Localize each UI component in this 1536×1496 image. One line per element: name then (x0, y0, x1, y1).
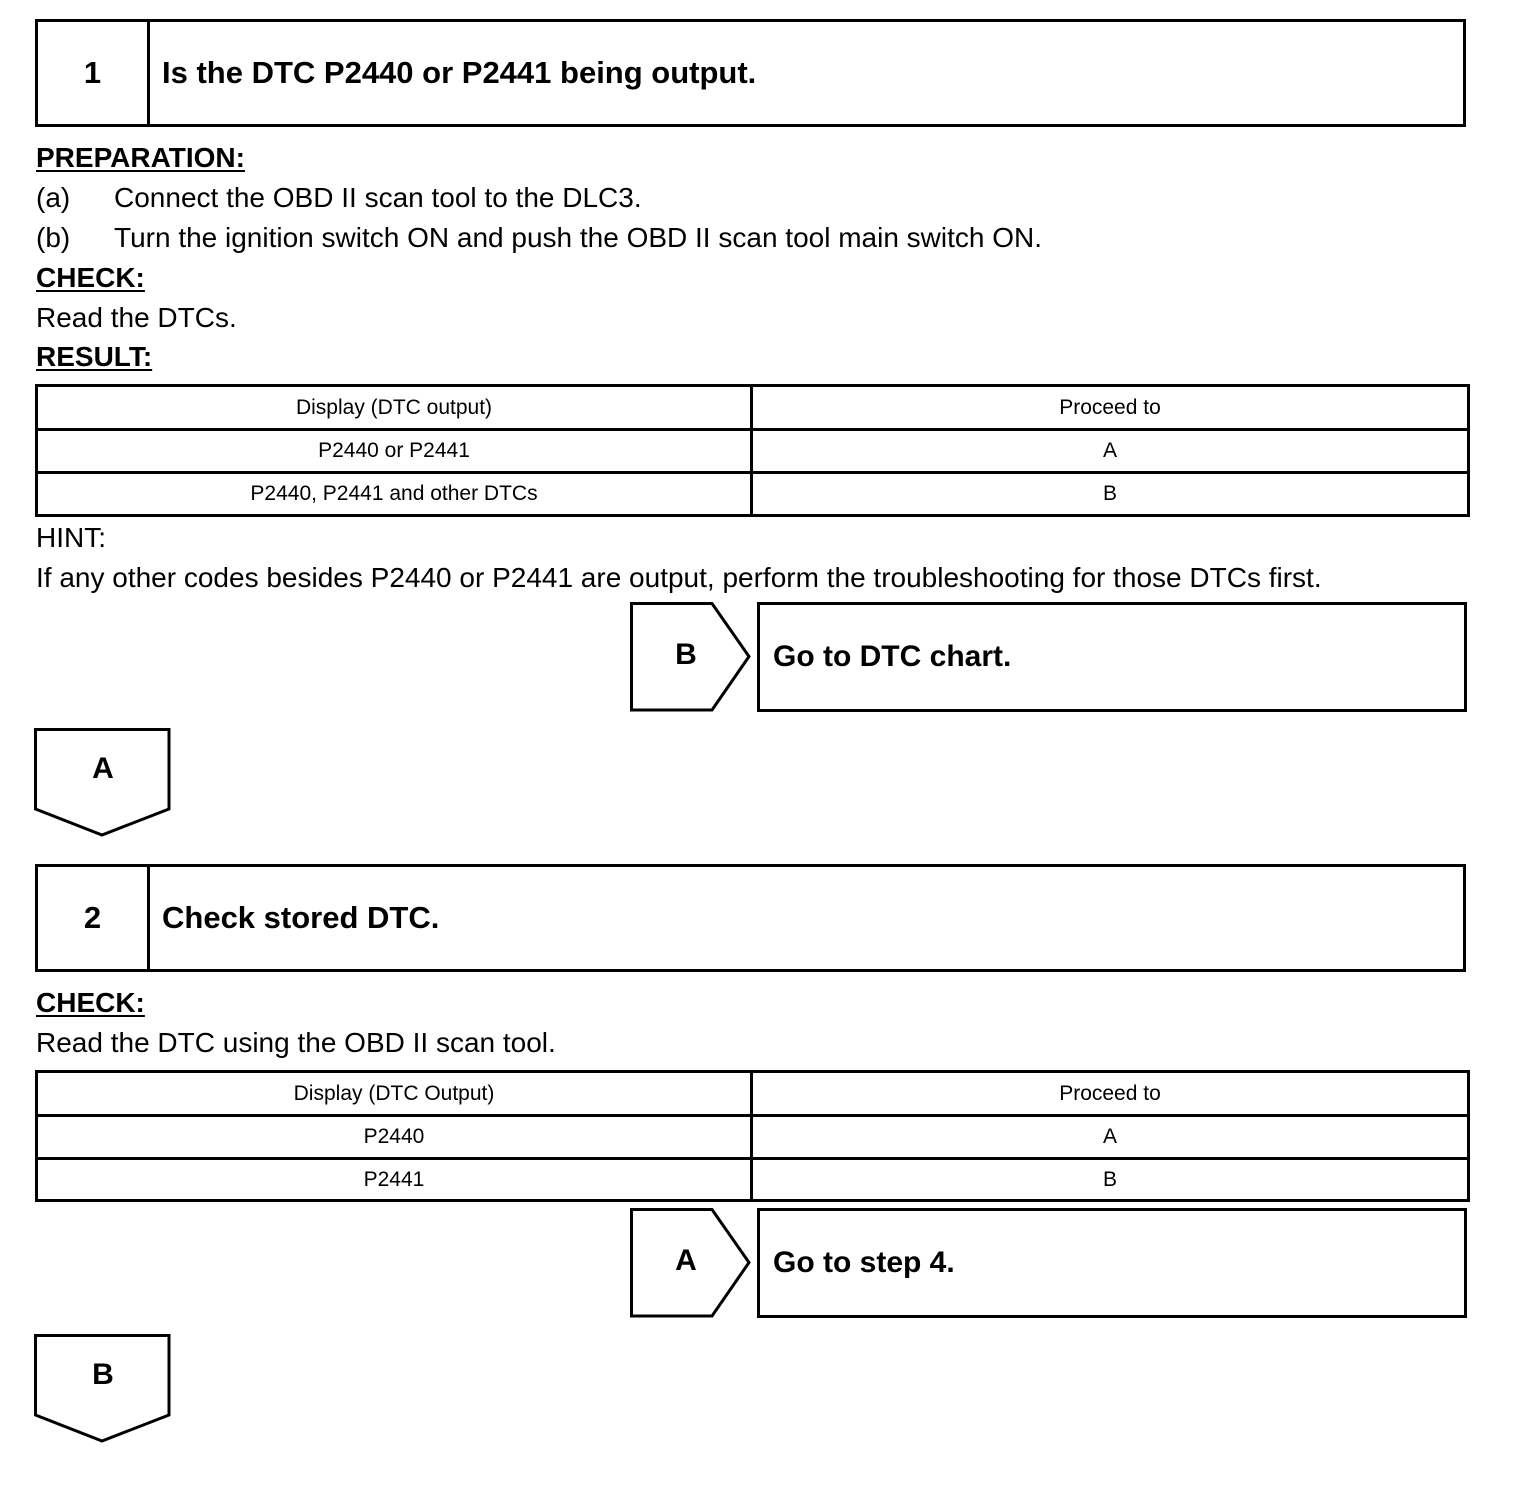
hint-heading: HINT: (36, 522, 106, 553)
table-row (37, 1159, 1469, 1201)
branch-b-badge (630, 602, 752, 712)
step-text: Turn the ignition switch ON and push the OBD II scan tool main switch ON. (114, 222, 1043, 253)
preparation-step-b (36, 222, 1042, 254)
step-label: (a) (36, 182, 71, 213)
table-cell: A (752, 1116, 1469, 1159)
preparation-step-a (36, 182, 642, 214)
table-header-cell: Proceed to (752, 1072, 1469, 1116)
table-row (37, 1116, 1469, 1159)
table-row (37, 473, 1469, 516)
continue-a-badge (34, 728, 172, 840)
check-text: Read the DTC using the OBD II scan tool. (36, 1027, 556, 1058)
check-heading: CHECK: (36, 987, 145, 1018)
table-cell: A (752, 430, 1469, 473)
table-header-row (37, 1072, 1469, 1116)
hint-text: If any other codes besides P2440 or P2441 are output, perform the troubleshooting for those DTCs first. (36, 562, 1322, 593)
check-text: Read the DTCs. (36, 302, 237, 333)
table-cell: P2440, P2441 and other DTCs (37, 473, 752, 516)
table-header-cell: Display (DTC output) (37, 386, 752, 430)
result-heading: RESULT: (36, 341, 153, 372)
continue-b-badge (34, 1334, 172, 1446)
result-table (35, 1070, 1470, 1202)
table-header-row (37, 386, 1469, 430)
branch-letter: A (675, 1244, 697, 1277)
table-cell: B (752, 1159, 1469, 1201)
step-1-header (35, 19, 1466, 127)
table-header-cell: Display (DTC Output) (37, 1072, 752, 1116)
step-2-header (35, 864, 1466, 972)
table-header-cell: Proceed to (752, 386, 1469, 430)
step-number: 1 (38, 22, 150, 124)
table-cell: P2440 (37, 1116, 752, 1159)
branch-action-box: Go to step 4. (757, 1208, 1467, 1318)
table-row (37, 430, 1469, 473)
table-cell: P2440 or P2441 (37, 430, 752, 473)
step-title: Check stored DTC. (162, 900, 440, 935)
step-title: Is the DTC P2440 or P2441 being output. (162, 55, 757, 90)
continue-letter: B (92, 1358, 114, 1391)
continue-letter: A (92, 752, 114, 785)
table-cell: B (752, 473, 1469, 516)
step-number: 2 (38, 867, 150, 969)
step-label: (b) (36, 222, 71, 253)
table-cell: P2441 (37, 1159, 752, 1201)
step-text: Connect the OBD II scan tool to the DLC3. (114, 182, 642, 213)
branch-letter: B (675, 638, 697, 671)
branch-action-box: Go to DTC chart. (757, 602, 1467, 712)
branch-a-badge (630, 1208, 752, 1318)
result-table (35, 384, 1470, 517)
check-heading: CHECK: (36, 262, 145, 293)
preparation-heading: PREPARATION: (36, 142, 245, 173)
